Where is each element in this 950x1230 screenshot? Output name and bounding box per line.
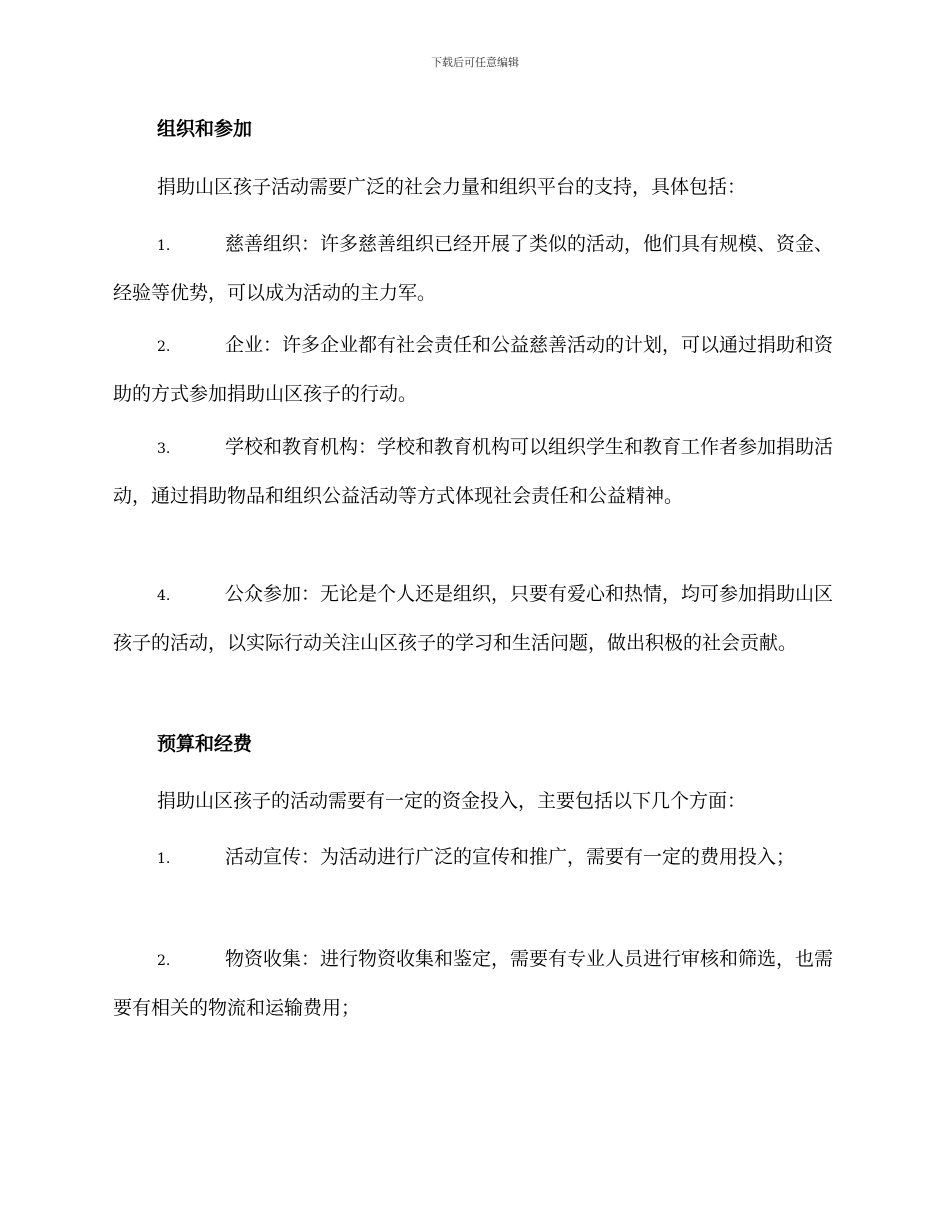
section-heading-organization: 组织和参加: [157, 118, 253, 140]
list-number: 3.: [157, 441, 171, 457]
list-text: 企业：许多企业都有社会责任和公益慈善活动的计划，可以通过捐助和资助的方式参加捐助山区孩子的行动。: [113, 334, 834, 405]
list-number: 4.: [157, 588, 171, 604]
list-text: 活动宣传：为活动进行广泛的宣传和推广，需要有一定的费用投入；: [225, 846, 796, 868]
list-text: 学校和教育机构：学校和教育机构可以组织学生和教育工作者参加捐助活动，通过捐助物品和组织公益活动等方式体现社会责任和公益精神。: [113, 436, 834, 507]
list-number: 2.: [157, 953, 171, 969]
list-number: 1.: [157, 238, 171, 254]
list-number: 2.: [157, 339, 171, 355]
list-text: 物资收集：进行物资收集和鉴定，需要有专业人员进行审核和筛选，也需要有相关的物流和运输费用；: [113, 948, 834, 1019]
list-item: [113, 571, 838, 667]
list-text: 慈善组织：许多慈善组织已经开展了类似的活动，他们具有规模、资金、经验等优势，可以成为活动的主力军。: [113, 233, 834, 304]
section-intro-organization: 捐助山区孩子活动需要广泛的社会力量和组织平台的支持，具体包括：: [157, 176, 747, 198]
list-item: [113, 936, 838, 1032]
section-intro-budget: 捐助山区孩子的活动需要有一定的资金投入，主要包括以下几个方面：: [157, 790, 747, 812]
list-text: 公众参加：无论是个人还是组织，只要有爱心和热情，均可参加捐助山区孩子的活动，以实际行动关注山区孩子的学习和生活问题，做出积极的社会贡献。: [113, 583, 834, 654]
list-item: [113, 834, 838, 883]
section-heading-budget: 预算和经费: [157, 733, 253, 755]
list-number: 1.: [157, 851, 171, 867]
list-item: [113, 221, 838, 317]
list-item: [113, 424, 838, 520]
list-item: [113, 322, 838, 418]
page-header: 下载后可任意编辑: [431, 56, 519, 69]
